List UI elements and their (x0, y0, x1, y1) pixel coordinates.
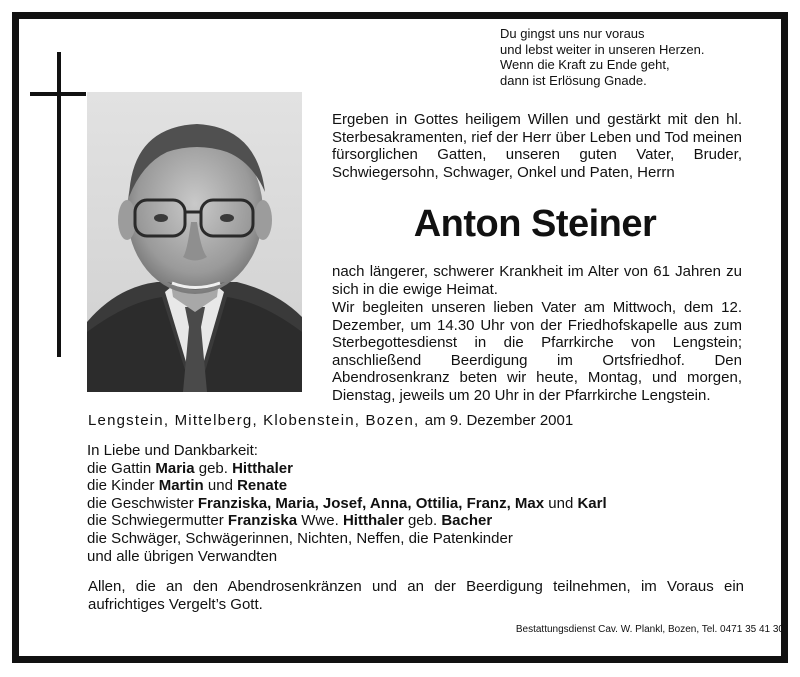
funeral-service-footer: Bestattungsdienst Cav. W. Plankl, Bozen, Tel. 0471 35 41 30 (515, 624, 784, 635)
place-date-line (88, 412, 573, 429)
death-notice-text: nach längerer, schwerer Krankheit im Alter von 61 Jahren zu sich in die ewige Heimat. (332, 263, 742, 298)
mourner-text: und (203, 477, 238, 495)
mourner-text: die Schwiegermutter (87, 512, 228, 530)
date: am 9. Dezember 2001 (424, 412, 574, 429)
mourner-name: Maria (155, 459, 195, 477)
mourner-name: Martin (158, 477, 204, 495)
mourner-text: geb. (403, 512, 442, 530)
mourner-line (87, 512, 607, 530)
mourner-name: Franziska (227, 512, 298, 530)
portrait-photo (87, 92, 302, 392)
mourner-name: Karl (577, 494, 607, 512)
mourner-name: Renate (237, 477, 288, 495)
closing-text: Allen, die an den Abendrosenkränzen und an der Beerdigung teilnehmen, im Voraus ein aufrichtiges Vergelt’s Gott. (88, 578, 744, 613)
mourner-line (87, 477, 607, 495)
mourner-name: Bacher (441, 512, 493, 530)
cross-icon-horizontal (30, 92, 86, 96)
mourner-text: die Kinder (87, 477, 159, 495)
mourner-text: Wwe. (297, 512, 343, 530)
poem-line: dann ist Erlösung Gnade. (500, 72, 647, 88)
mourner-line: die Schwäger, Schwägerinnen, Nichten, Neffen, die Patenkinder (87, 529, 513, 547)
mourner-line (87, 495, 607, 513)
mourner-line: und alle übrigen Verwandten (87, 547, 278, 565)
portrait-image (87, 92, 302, 392)
mourner-line (87, 460, 607, 478)
mourner-text: die Geschwister (87, 494, 198, 512)
poem-line: Wenn die Kraft zu Ende geht, (500, 57, 670, 72)
mourner-name: Franziska, Maria, Josef, Anna, Ottilia, Franz, Max (197, 494, 545, 512)
poem-line: Du gingst uns nur voraus (500, 26, 645, 41)
places: Lengstein, Mittelberg, Klobenstein, Bozen, (88, 412, 420, 429)
deceased-name: Anton Steiner (413, 203, 657, 245)
mourner-text: geb. (194, 459, 233, 477)
poem-line: und lebst weiter in unseren Herzen. (500, 41, 705, 57)
mourner-name: Hitthaler (342, 512, 404, 530)
mourners-list (87, 442, 607, 565)
funeral-details-text: Wir begleiten unseren lieben Vater am Mittwoch, dem 12. Dezember, um 14.30 Uhr von der Friedhofskapelle aus zum Sterbegottesdienst in die Pfarrkirche von Lengstein; anschließend Beerdigung im Ortsfriedhof. Den Abendrosenkranz beten wir heute, Montag, und morgen, Dienstag, jeweils um 20 Uhr in der Pfarrkirche Lengstein. (332, 299, 742, 404)
mourner-name: Hitthaler (232, 459, 293, 477)
mourner-text: die Gattin (87, 459, 156, 477)
mourner-text: und (544, 494, 578, 512)
mourners-heading: In Liebe und Dankbarkeit: (87, 442, 258, 459)
poem (500, 26, 705, 88)
intro-text: Ergeben in Gottes heiligem Willen und gestärkt mit den hl. Sterbesakramenten, rief der Herr über Leben und Tod meinen fürsorglichen Gatten, unseren guten Vater, Bruder, Schwiegersohn, Schwager, Onkel und Paten, Herrn (332, 111, 742, 181)
cross-icon-vertical (57, 52, 61, 357)
